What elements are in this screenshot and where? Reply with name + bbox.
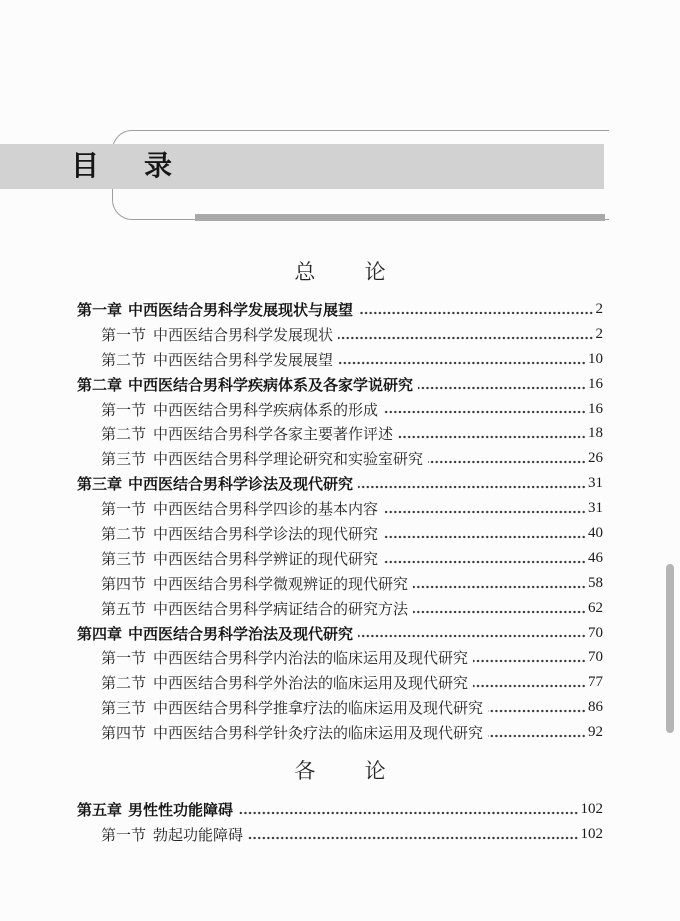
entry-page: 10 (588, 350, 603, 367)
entry-page: 2 (595, 325, 603, 342)
entry-page: 40 (588, 524, 603, 541)
dot-leader (488, 734, 586, 738)
toc-entry-section (77, 521, 603, 546)
entry-label: 第一章 (77, 301, 123, 319)
toc-entry-section (77, 347, 603, 372)
part-heading: 各 论 (294, 759, 408, 784)
entry-page: 92 (588, 724, 603, 741)
entry-label: 第一节 (101, 651, 147, 668)
entry-title: 中西医结合男科学诊法的现代研究 (153, 526, 379, 543)
entry-page: 16 (588, 375, 603, 392)
entry-label: 第一节 (101, 502, 147, 519)
page-title: 目 录 (71, 151, 192, 182)
dot-leader (383, 410, 586, 414)
entry-label: 第四节 (101, 726, 147, 743)
dot-leader (338, 361, 586, 365)
entry-page: 102 (580, 800, 603, 817)
entry-title: 中西医结合男科学诊法及现代研究 (128, 476, 354, 494)
entry-label: 第二节 (101, 352, 147, 369)
dot-leader (488, 709, 586, 713)
entry-page: 102 (580, 825, 603, 842)
entry-title: 勃起功能障碍 (153, 827, 244, 844)
toc-entry-section (77, 670, 603, 695)
toc (77, 260, 603, 847)
entry-title: 中西医结合男科学辨证的现代研究 (153, 551, 379, 568)
dot-leader (383, 560, 586, 564)
dot-leader (238, 811, 578, 815)
entry-page: 70 (588, 624, 603, 641)
toc-entry-section (77, 645, 603, 670)
toc-entry-section (77, 695, 603, 720)
entry-title: 中西医结合男科学发展展望 (153, 352, 334, 369)
dot-leader (473, 659, 586, 663)
entry-title: 中西医结合男科学理论研究和实验室研究 (153, 452, 424, 469)
entry-title: 中西医结合男科学外治法的临床运用及现代研究 (153, 676, 469, 693)
toc-entry-section (77, 397, 603, 422)
dot-leader (358, 485, 586, 489)
toc-entry-chapter (77, 621, 603, 646)
entry-title: 中西医结合男科学各家主要著作评述 (153, 427, 394, 444)
entry-label: 第五章 (77, 801, 123, 819)
entry-label: 第一节 (101, 402, 147, 419)
dot-leader (418, 386, 586, 390)
entry-page: 26 (588, 450, 603, 467)
entry-page: 18 (588, 425, 603, 442)
toc-entry-section (77, 596, 603, 621)
header-accent-bar (195, 214, 605, 221)
toc-entry-section (77, 571, 603, 596)
entry-label: 第四节 (101, 576, 147, 593)
entry-label: 第二章 (77, 376, 123, 394)
entry-title: 中西医结合男科学发展现状与展望 (128, 301, 354, 319)
toc-entry-chapter (77, 297, 603, 322)
vertical-scrollbar-thumb[interactable] (666, 564, 674, 733)
entry-page: 70 (588, 649, 603, 666)
dot-leader (473, 684, 586, 688)
dot-leader (413, 585, 586, 589)
toc-entry-section (77, 496, 603, 521)
entry-label: 第三节 (101, 551, 147, 568)
entry-title: 中西医结合男科学发展现状 (153, 327, 334, 344)
entry-label: 第三节 (101, 452, 147, 469)
entry-page: 46 (588, 549, 603, 566)
toc-entry-section (77, 421, 603, 446)
entry-label: 第二节 (101, 526, 147, 543)
dot-leader (358, 634, 586, 638)
entry-page: 77 (588, 674, 603, 691)
dot-leader (358, 311, 593, 315)
dot-leader (338, 336, 593, 340)
entry-label: 第四章 (77, 625, 123, 643)
dot-leader (413, 610, 586, 614)
part-heading: 总 论 (294, 260, 408, 284)
dot-leader (248, 836, 578, 840)
entry-page: 62 (588, 599, 603, 616)
toc-entry-section (77, 822, 603, 847)
entry-page: 16 (588, 400, 603, 417)
entry-label: 第二节 (101, 427, 147, 444)
dot-leader (383, 510, 586, 514)
entry-title: 中西医结合男科学疾病体系及各家学说研究 (128, 376, 414, 394)
entry-page: 2 (595, 300, 603, 317)
entry-title: 中西医结合男科学推拿疗法的临床运用及现代研究 (153, 701, 484, 718)
entry-title: 中西医结合男科学四诊的基本内容 (153, 502, 379, 519)
entry-page: 31 (588, 500, 603, 517)
entry-page: 86 (588, 699, 603, 716)
toc-entry-chapter (77, 797, 603, 822)
entry-label: 第一节 (101, 327, 147, 344)
entry-label: 第三节 (101, 701, 147, 718)
entry-label: 第五节 (101, 601, 147, 618)
entry-title: 中西医结合男科学疾病体系的形成 (153, 402, 379, 419)
entry-title: 中西医结合男科学内治法的临床运用及现代研究 (153, 651, 469, 668)
toc-entry-section (77, 720, 603, 745)
dot-leader (428, 460, 586, 464)
entry-label: 第二节 (101, 676, 147, 693)
entry-title: 中西医结合男科学针灸疗法的临床运用及现代研究 (153, 726, 484, 743)
entry-page: 58 (588, 574, 603, 591)
entry-title: 男性性功能障碍 (128, 801, 234, 819)
dot-leader (398, 435, 586, 439)
entry-title: 中西医结合男科学治法及现代研究 (128, 625, 354, 643)
toc-entry-chapter (77, 372, 603, 397)
entry-label: 第三章 (77, 476, 123, 494)
dot-leader (383, 535, 586, 539)
entry-title: 中西医结合男科学微观辨证的现代研究 (153, 576, 409, 593)
toc-entry-section (77, 322, 603, 347)
toc-entry-section (77, 446, 603, 471)
entry-page: 31 (588, 475, 603, 492)
entry-label: 第一节 (101, 827, 147, 844)
toc-entry-chapter (77, 471, 603, 496)
toc-entry-section (77, 546, 603, 571)
entry-title: 中西医结合男科学病证结合的研究方法 (153, 601, 409, 618)
